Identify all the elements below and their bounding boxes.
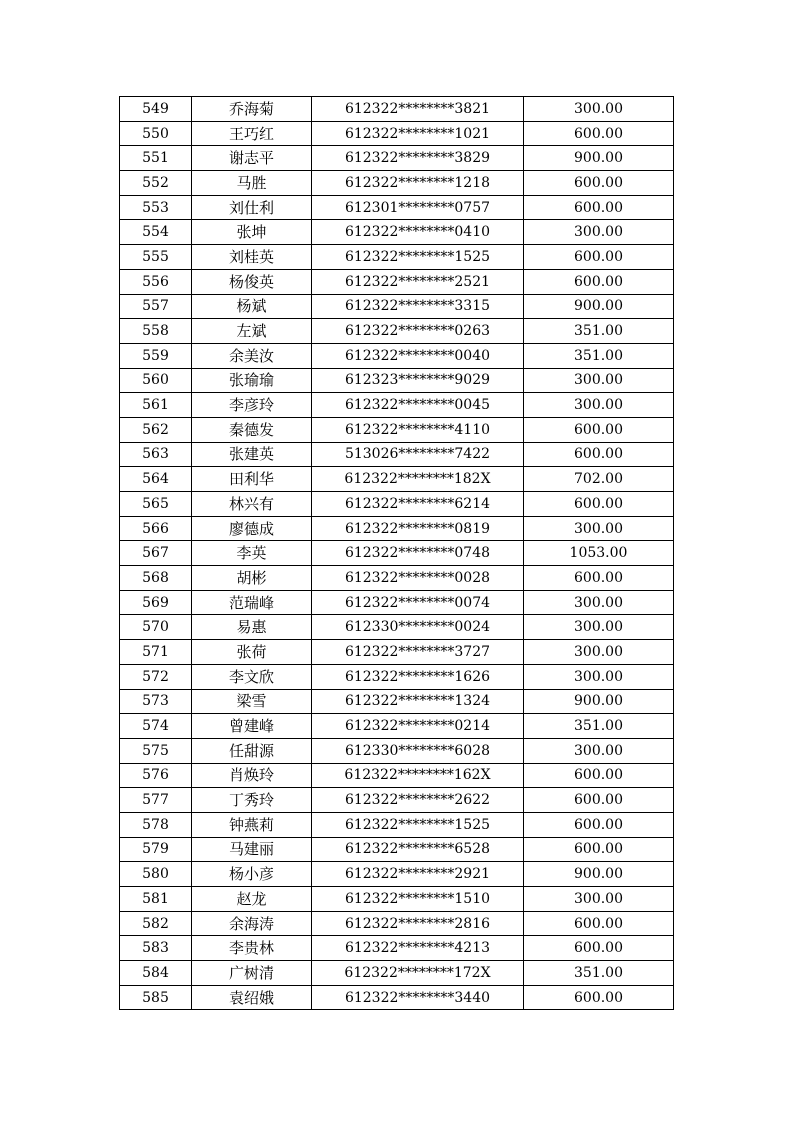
row-number-cell: 563	[120, 442, 192, 467]
table-row	[120, 541, 674, 566]
row-number-cell: 567	[120, 541, 192, 566]
row-number-cell: 561	[120, 393, 192, 418]
row-number-cell: 583	[120, 936, 192, 961]
table-row	[120, 763, 674, 788]
row-number-cell: 585	[120, 985, 192, 1010]
id-number-cell: 612322********0748	[312, 541, 524, 566]
id-number-cell: 612301********0757	[312, 195, 524, 220]
amount-cell: 600.00	[524, 442, 674, 467]
row-number-cell: 558	[120, 319, 192, 344]
name-cell: 李文欣	[192, 664, 312, 689]
name-cell: 曾建峰	[192, 714, 312, 739]
amount-cell: 300.00	[524, 368, 674, 393]
amount-cell: 300.00	[524, 516, 674, 541]
table-row	[120, 911, 674, 936]
amount-cell: 300.00	[524, 590, 674, 615]
amount-cell: 600.00	[524, 936, 674, 961]
amount-cell: 351.00	[524, 961, 674, 986]
amount-cell: 351.00	[524, 343, 674, 368]
table-row	[120, 985, 674, 1010]
row-number-cell: 555	[120, 245, 192, 270]
amount-cell: 300.00	[524, 887, 674, 912]
row-number-cell: 557	[120, 294, 192, 319]
id-number-cell: 612322********3829	[312, 146, 524, 171]
amount-cell: 351.00	[524, 319, 674, 344]
table-row	[120, 467, 674, 492]
id-number-cell: 612322********0214	[312, 714, 524, 739]
name-cell: 张建英	[192, 442, 312, 467]
name-cell: 范瑞峰	[192, 590, 312, 615]
table-row	[120, 269, 674, 294]
id-number-cell: 612322********1525	[312, 245, 524, 270]
name-cell: 杨俊英	[192, 269, 312, 294]
table-row	[120, 961, 674, 986]
amount-cell: 600.00	[524, 269, 674, 294]
table-row	[120, 97, 674, 122]
table-row	[120, 664, 674, 689]
name-cell: 王巧红	[192, 121, 312, 146]
table-row	[120, 862, 674, 887]
row-number-cell: 549	[120, 97, 192, 122]
amount-cell: 600.00	[524, 911, 674, 936]
id-number-cell: 612322********0263	[312, 319, 524, 344]
row-number-cell: 574	[120, 714, 192, 739]
row-number-cell: 573	[120, 689, 192, 714]
id-number-cell: 612322********3821	[312, 97, 524, 122]
name-cell: 张瑜瑜	[192, 368, 312, 393]
table-row	[120, 343, 674, 368]
row-number-cell: 578	[120, 812, 192, 837]
table-row	[120, 442, 674, 467]
table-row	[120, 516, 674, 541]
name-cell: 杨斌	[192, 294, 312, 319]
table-row	[120, 689, 674, 714]
table-row	[120, 714, 674, 739]
name-cell: 田利华	[192, 467, 312, 492]
id-number-cell: 612322********4110	[312, 417, 524, 442]
row-number-cell: 572	[120, 664, 192, 689]
amount-cell: 600.00	[524, 121, 674, 146]
name-cell: 余美汝	[192, 343, 312, 368]
amount-cell: 600.00	[524, 788, 674, 813]
table-row	[120, 146, 674, 171]
id-number-cell: 612322********182X	[312, 467, 524, 492]
id-number-cell: 612322********1525	[312, 812, 524, 837]
amount-cell: 351.00	[524, 714, 674, 739]
name-cell: 任甜源	[192, 738, 312, 763]
name-cell: 林兴有	[192, 492, 312, 517]
amount-cell: 600.00	[524, 171, 674, 196]
row-number-cell: 559	[120, 343, 192, 368]
table-row	[120, 590, 674, 615]
table-row	[120, 492, 674, 517]
row-number-cell: 579	[120, 837, 192, 862]
name-cell: 张荷	[192, 640, 312, 665]
id-number-cell: 612322********3727	[312, 640, 524, 665]
id-number-cell: 612330********6028	[312, 738, 524, 763]
amount-cell: 600.00	[524, 837, 674, 862]
id-number-cell: 513026********7422	[312, 442, 524, 467]
row-number-cell: 584	[120, 961, 192, 986]
name-cell: 余海涛	[192, 911, 312, 936]
id-number-cell: 612322********172X	[312, 961, 524, 986]
id-number-cell: 612330********0024	[312, 615, 524, 640]
name-cell: 廖德成	[192, 516, 312, 541]
amount-cell: 600.00	[524, 812, 674, 837]
id-number-cell: 612322********0040	[312, 343, 524, 368]
amount-cell: 900.00	[524, 862, 674, 887]
name-cell: 广树清	[192, 961, 312, 986]
amount-cell: 300.00	[524, 220, 674, 245]
row-number-cell: 560	[120, 368, 192, 393]
table-row	[120, 615, 674, 640]
table-row	[120, 171, 674, 196]
name-cell: 马建丽	[192, 837, 312, 862]
table-row	[120, 887, 674, 912]
table-row	[120, 640, 674, 665]
row-number-cell: 570	[120, 615, 192, 640]
row-number-cell: 562	[120, 417, 192, 442]
amount-cell: 600.00	[524, 492, 674, 517]
row-number-cell: 580	[120, 862, 192, 887]
id-number-cell: 612322********1324	[312, 689, 524, 714]
table-row	[120, 417, 674, 442]
table-row	[120, 837, 674, 862]
id-number-cell: 612322********6214	[312, 492, 524, 517]
name-cell: 李贵林	[192, 936, 312, 961]
amount-cell: 300.00	[524, 615, 674, 640]
name-cell: 杨小彦	[192, 862, 312, 887]
amount-cell: 300.00	[524, 664, 674, 689]
name-cell: 钟燕莉	[192, 812, 312, 837]
name-cell: 易惠	[192, 615, 312, 640]
table-row	[120, 121, 674, 146]
name-cell: 乔海菊	[192, 97, 312, 122]
row-number-cell: 577	[120, 788, 192, 813]
id-number-cell: 612322********3440	[312, 985, 524, 1010]
name-cell: 左斌	[192, 319, 312, 344]
row-number-cell: 564	[120, 467, 192, 492]
table-row	[120, 368, 674, 393]
name-cell: 李英	[192, 541, 312, 566]
row-number-cell: 576	[120, 763, 192, 788]
amount-cell: 600.00	[524, 985, 674, 1010]
table-row	[120, 220, 674, 245]
row-number-cell: 571	[120, 640, 192, 665]
row-number-cell: 569	[120, 590, 192, 615]
amount-cell: 300.00	[524, 640, 674, 665]
id-number-cell: 612322********6528	[312, 837, 524, 862]
name-cell: 梁雪	[192, 689, 312, 714]
id-number-cell: 612322********2816	[312, 911, 524, 936]
id-number-cell: 612322********0410	[312, 220, 524, 245]
name-cell: 刘桂英	[192, 245, 312, 270]
amount-cell: 702.00	[524, 467, 674, 492]
row-number-cell: 565	[120, 492, 192, 517]
amount-cell: 300.00	[524, 393, 674, 418]
name-cell: 袁绍娥	[192, 985, 312, 1010]
amount-cell: 900.00	[524, 689, 674, 714]
roster-table-body	[120, 97, 674, 1010]
id-number-cell: 612322********1021	[312, 121, 524, 146]
name-cell: 肖焕玲	[192, 763, 312, 788]
table-row	[120, 788, 674, 813]
table-row	[120, 566, 674, 591]
amount-cell: 1053.00	[524, 541, 674, 566]
id-number-cell: 612322********3315	[312, 294, 524, 319]
row-number-cell: 566	[120, 516, 192, 541]
id-number-cell: 612322********1510	[312, 887, 524, 912]
name-cell: 李彦玲	[192, 393, 312, 418]
id-number-cell: 612322********2622	[312, 788, 524, 813]
id-number-cell: 612322********1626	[312, 664, 524, 689]
name-cell: 刘仕利	[192, 195, 312, 220]
amount-cell: 600.00	[524, 417, 674, 442]
row-number-cell: 568	[120, 566, 192, 591]
row-number-cell: 552	[120, 171, 192, 196]
amount-cell: 600.00	[524, 195, 674, 220]
table-row	[120, 393, 674, 418]
table-row	[120, 936, 674, 961]
id-number-cell: 612322********0819	[312, 516, 524, 541]
row-number-cell: 575	[120, 738, 192, 763]
id-number-cell: 612323********9029	[312, 368, 524, 393]
id-number-cell: 612322********2521	[312, 269, 524, 294]
row-number-cell: 556	[120, 269, 192, 294]
amount-cell: 600.00	[524, 763, 674, 788]
row-number-cell: 550	[120, 121, 192, 146]
id-number-cell: 612322********1218	[312, 171, 524, 196]
table-row	[120, 294, 674, 319]
table-row	[120, 812, 674, 837]
id-number-cell: 612322********4213	[312, 936, 524, 961]
table-row	[120, 245, 674, 270]
name-cell: 丁秀玲	[192, 788, 312, 813]
name-cell: 谢志平	[192, 146, 312, 171]
row-number-cell: 554	[120, 220, 192, 245]
amount-cell: 600.00	[524, 566, 674, 591]
amount-cell: 900.00	[524, 294, 674, 319]
id-number-cell: 612322********0045	[312, 393, 524, 418]
amount-cell: 600.00	[524, 245, 674, 270]
name-cell: 张坤	[192, 220, 312, 245]
table-row	[120, 319, 674, 344]
row-number-cell: 581	[120, 887, 192, 912]
id-number-cell: 612322********0074	[312, 590, 524, 615]
row-number-cell: 553	[120, 195, 192, 220]
table-row	[120, 195, 674, 220]
name-cell: 秦德发	[192, 417, 312, 442]
name-cell: 马胜	[192, 171, 312, 196]
row-number-cell: 582	[120, 911, 192, 936]
id-number-cell: 612322********2921	[312, 862, 524, 887]
amount-cell: 900.00	[524, 146, 674, 171]
id-number-cell: 612322********0028	[312, 566, 524, 591]
row-number-cell: 551	[120, 146, 192, 171]
name-cell: 赵龙	[192, 887, 312, 912]
amount-cell: 300.00	[524, 97, 674, 122]
roster-table	[119, 96, 674, 1010]
name-cell: 胡彬	[192, 566, 312, 591]
amount-cell: 300.00	[524, 738, 674, 763]
table-row	[120, 738, 674, 763]
id-number-cell: 612322********162X	[312, 763, 524, 788]
